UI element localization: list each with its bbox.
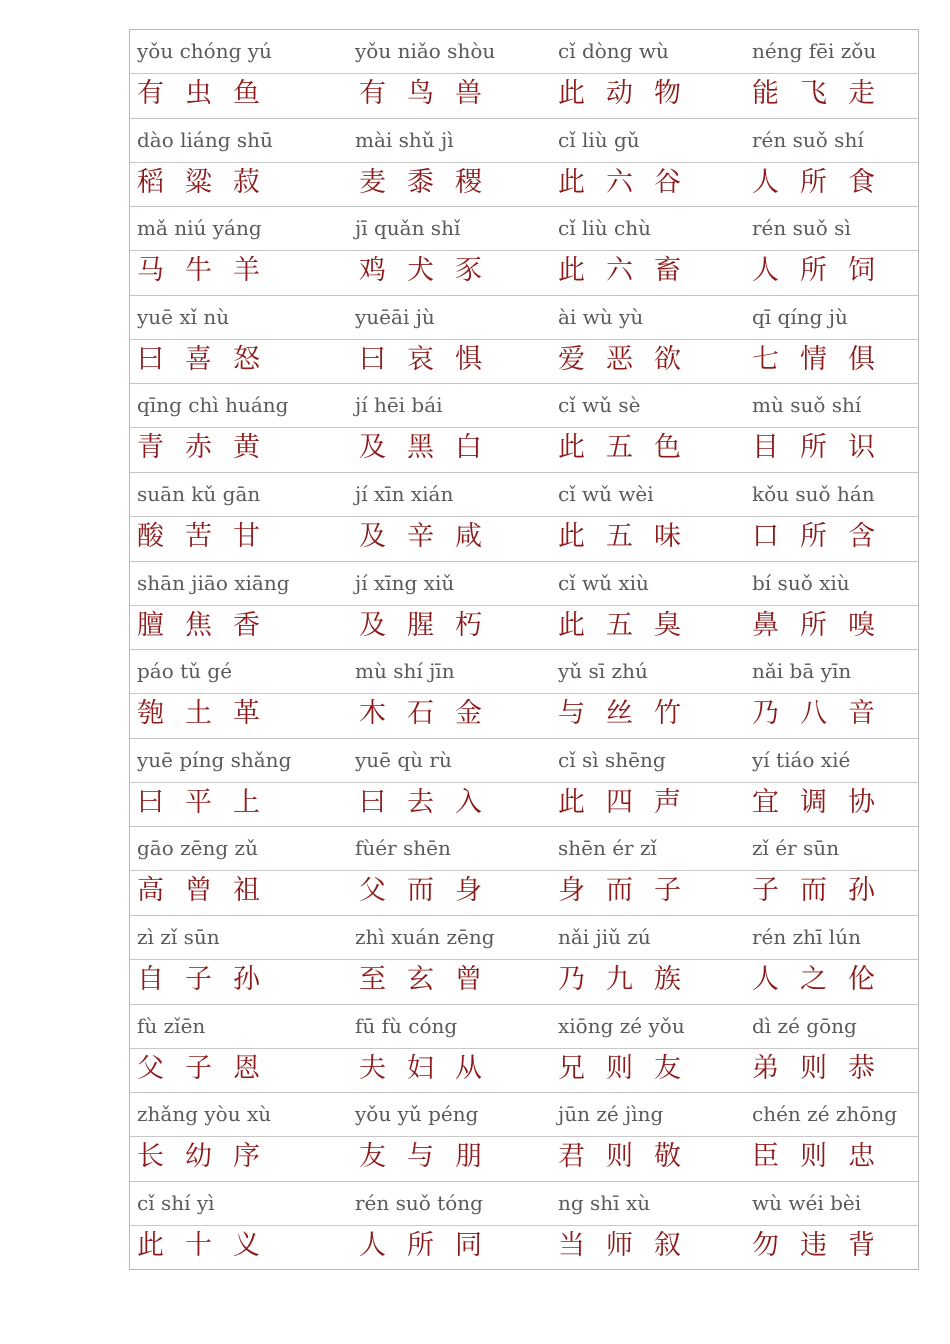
hanzi-text: 此六畜 (558, 255, 702, 287)
hanzi-text: 人所同 (359, 1229, 503, 1261)
hanzi-text: 臣则忠 (752, 1141, 896, 1173)
hanzi-text: 曰去入 (359, 786, 503, 818)
hanzi-text: 鼻所嗅 (752, 609, 896, 641)
pinyin-text: shēn ér zǐ (558, 836, 657, 861)
pinyin-text: yǒu yǔ péng (355, 1102, 479, 1127)
hanzi-text: 子而孙 (752, 875, 896, 907)
pinyin-text: cǐ wǔ sè (558, 393, 641, 418)
pinyin-text: dì zé gōng (752, 1013, 857, 1038)
pinyin-text: zhǎng yòu xù (137, 1102, 272, 1127)
hanzi-text: 有鸟兽 (359, 78, 503, 109)
pinyin-text: mù shí jīn (355, 659, 455, 684)
hanzi-text: 七情俱 (752, 343, 896, 375)
pinyin-text: ài wù yù (558, 304, 644, 329)
verse-row (130, 119, 918, 208)
pinyin-text: cǐ wǔ xiù (558, 570, 649, 595)
verse-row (130, 916, 918, 1005)
pinyin-text: zhì xuán zēng (355, 924, 495, 949)
pinyin-text: shān jiāo xiāng (137, 570, 290, 595)
pinyin-text: jí xīng xiǔ (355, 570, 455, 595)
hanzi-text: 及辛咸 (359, 520, 503, 552)
hanzi-text: 及黑白 (359, 432, 503, 464)
hanzi-text: 此五臭 (558, 609, 702, 641)
pinyin-text: rén suǒ shí (752, 127, 864, 152)
hanzi-text: 高曾祖 (137, 875, 281, 907)
pinyin-text: yǒu niǎo shòu (355, 39, 496, 63)
hanzi-text: 宜调协 (752, 786, 896, 818)
pinyin-text: wù wéi bèi (752, 1190, 862, 1215)
verse-row (130, 473, 918, 562)
pinyin-text: yuēāi jù (355, 304, 435, 329)
pinyin-text: jī quǎn shǐ (355, 216, 461, 241)
pinyin-text: yǔ sī zhú (558, 659, 648, 684)
pinyin-text: suān kǔ gān (137, 481, 261, 506)
hanzi-text: 此十义 (137, 1229, 281, 1261)
pinyin-text: rén zhī lún (752, 924, 861, 949)
pinyin-text: kǒu suǒ hán (752, 481, 875, 506)
pinyin-text: néng fēi zǒu (752, 39, 877, 63)
hanzi-text: 曰喜怒 (137, 343, 281, 375)
hanzi-text: 当师叙 (558, 1229, 702, 1261)
pinyin-text: jí hēi bái (355, 393, 443, 418)
pinyin-text: cǐ liù gǔ (558, 127, 640, 152)
pinyin-text: zì zǐ sūn (137, 924, 220, 949)
hanzi-text: 人之伦 (752, 963, 896, 995)
hanzi-text: 人所饲 (752, 255, 896, 287)
hanzi-text: 膻焦香 (137, 609, 281, 641)
pinyin-text: qīng chì huáng (137, 393, 289, 418)
pinyin-text: fū fù cóng (355, 1013, 458, 1038)
verse-table (129, 29, 919, 1270)
verse-row (130, 650, 918, 739)
hanzi-text: 青赤黄 (137, 432, 281, 464)
hanzi-text: 夫妇从 (359, 1052, 503, 1084)
pinyin-text: gāo zēng zǔ (137, 836, 258, 861)
hanzi-text: 曰哀惧 (359, 343, 503, 375)
hanzi-text: 木石金 (359, 698, 503, 730)
verse-row (130, 207, 918, 296)
pinyin-text: jūn zé jìng (558, 1102, 664, 1127)
pinyin-text: ng shī xù (558, 1190, 651, 1215)
pinyin-text: zǐ ér sūn (752, 836, 840, 861)
pinyin-text: yǒu chóng yú (137, 39, 272, 63)
hanzi-text: 目所识 (752, 432, 896, 464)
hanzi-text: 匏土革 (137, 698, 281, 730)
hanzi-text: 此六谷 (558, 166, 702, 198)
hanzi-text: 身而子 (558, 875, 702, 907)
hanzi-text: 君则敬 (558, 1141, 702, 1173)
pinyin-text: bí suǒ xiù (752, 570, 850, 595)
hanzi-text: 能飞走 (752, 78, 896, 109)
hanzi-text: 勿违背 (752, 1229, 896, 1261)
pinyin-text: mài shǔ jì (355, 127, 454, 152)
verse-row (130, 296, 918, 385)
pinyin-text: yuē qù rù (355, 747, 452, 772)
hanzi-text: 此五色 (558, 432, 702, 464)
hanzi-text: 长幼序 (137, 1141, 281, 1173)
hanzi-text: 及腥朽 (359, 609, 503, 641)
hanzi-text: 兄则友 (558, 1052, 702, 1084)
hanzi-text: 自子孙 (137, 963, 281, 995)
pinyin-text: páo tǔ gé (137, 659, 233, 684)
pinyin-text: fùér shēn (355, 836, 451, 861)
hanzi-text: 曰平上 (137, 786, 281, 818)
pinyin-text: fù zǐēn (137, 1013, 206, 1038)
verse-row (130, 30, 918, 119)
hanzi-text: 父子恩 (137, 1052, 281, 1084)
hanzi-text: 弟则恭 (752, 1052, 896, 1084)
pinyin-text: yí tiáo xié (752, 747, 851, 772)
hanzi-text: 乃八音 (752, 698, 896, 730)
verse-row (130, 1182, 918, 1271)
verse-row (130, 827, 918, 916)
hanzi-text: 至玄曾 (359, 963, 503, 995)
hanzi-text: 酸苦甘 (137, 520, 281, 552)
pinyin-text: qī qíng jù (752, 304, 848, 329)
hanzi-text: 父而身 (359, 875, 503, 907)
pinyin-text: dào liáng shū (137, 127, 273, 152)
verse-row (130, 384, 918, 473)
hanzi-text: 此四声 (558, 786, 702, 818)
hanzi-text: 麦黍稷 (359, 166, 503, 198)
pinyin-text: nǎi bā yīn (752, 659, 852, 684)
pinyin-text: cǐ liù chù (558, 216, 651, 241)
pinyin-text: mǎ niú yáng (137, 216, 262, 241)
verse-row (130, 1093, 918, 1182)
verse-row (130, 739, 918, 828)
hanzi-text: 人所食 (752, 166, 896, 198)
pinyin-text: cǐ wǔ wèi (558, 481, 654, 506)
hanzi-text: 此五味 (558, 520, 702, 552)
hanzi-text: 此动物 (558, 78, 702, 109)
pinyin-text: yuē píng shǎng (137, 747, 292, 772)
hanzi-text: 爱恶欲 (558, 343, 702, 375)
hanzi-text: 友与朋 (359, 1141, 503, 1173)
verse-row (130, 1005, 918, 1094)
hanzi-text: 马牛羊 (137, 255, 281, 287)
pinyin-text: cǐ shí yì (137, 1190, 215, 1215)
pinyin-text: xiōng zé yǒu (558, 1013, 685, 1038)
hanzi-text: 鸡犬豕 (359, 255, 503, 287)
pinyin-text: cǐ dòng wù (558, 39, 669, 63)
pinyin-text: mù suǒ shí (752, 393, 862, 418)
hanzi-text: 乃九族 (558, 963, 702, 995)
pinyin-text: jí xīn xián (355, 481, 454, 506)
pinyin-text: rén suǒ sì (752, 216, 851, 241)
hanzi-text: 口所含 (752, 520, 896, 552)
hanzi-text: 稻粱菽 (137, 166, 281, 198)
pinyin-text: yuē xǐ nù (137, 304, 230, 329)
pinyin-text: chén zé zhōng (752, 1102, 898, 1127)
hanzi-text: 有虫鱼 (137, 78, 281, 109)
pinyin-text: cǐ sì shēng (558, 747, 666, 772)
pinyin-text: rén suǒ tóng (355, 1190, 483, 1215)
verse-row (130, 562, 918, 651)
pinyin-text: nǎi jiǔ zú (558, 924, 651, 949)
hanzi-text: 与丝竹 (558, 698, 702, 730)
